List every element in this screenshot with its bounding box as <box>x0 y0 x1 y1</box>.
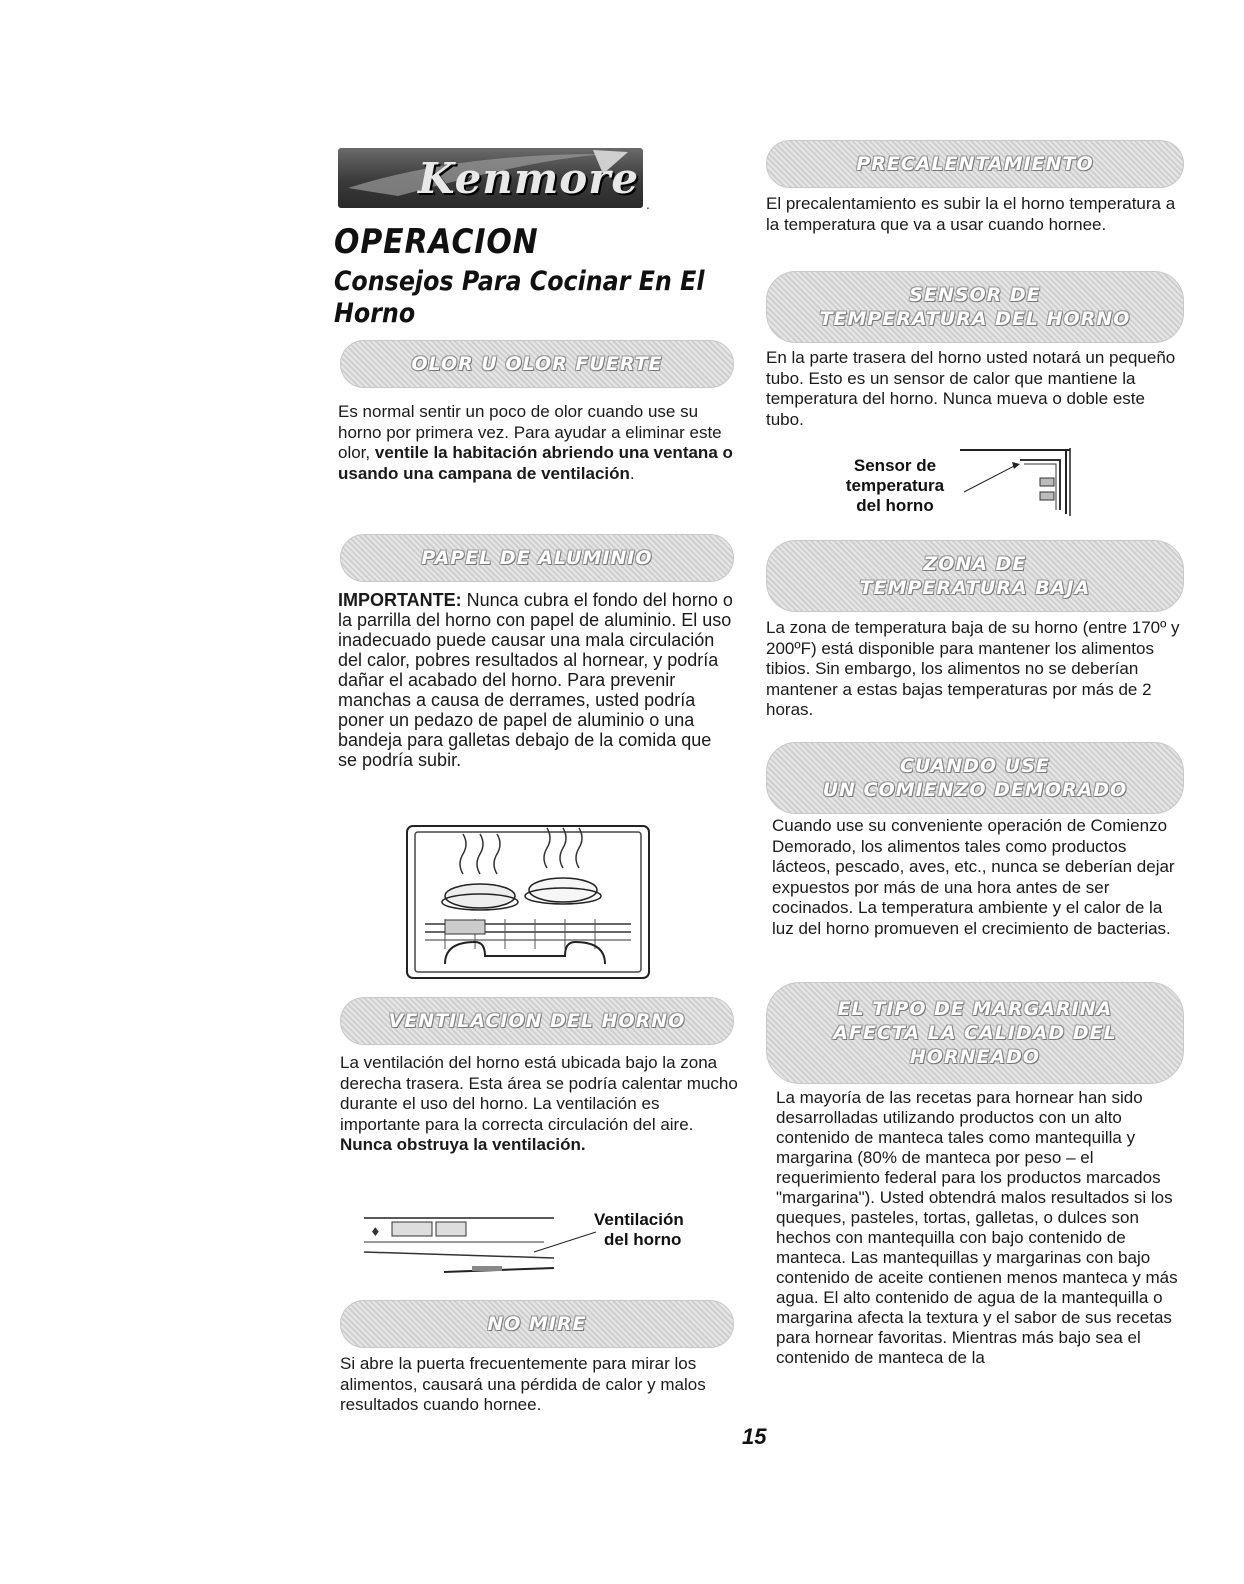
svg-text:♦: ♦ <box>370 1225 381 1239</box>
sensor-paragraph: En la parte trasera del horno usted notará un pequeño tubo. Esto es un sensor de calor que mantiene la temperatura del horno. Nunca mueva o doble este tubo. <box>766 348 1176 429</box>
sensor-caption: Sensor de temperatura del horno <box>845 456 945 515</box>
no-mire-paragraph: Si abre la puerta frecuentemente para mirar los alimentos, causará una pérdida de calor y malos resultados cuando hornee. <box>340 1354 706 1414</box>
logo-text: Kenmore <box>418 154 640 203</box>
heading-margarina: EL TIPO DE MARGARINA AFECTA LA CALIDAD DEL HORNEADO <box>766 982 1184 1084</box>
oven-rack-illustration <box>405 824 651 980</box>
heading-comienzo: CUANDO USE UN COMIENZO DEMORADO <box>766 742 1184 814</box>
kenmore-logo <box>338 148 643 208</box>
heading-papel: PAPEL DE ALUMINIO <box>340 534 734 582</box>
heading-precalentamiento: PRECALENTAMIENTO <box>766 140 1184 188</box>
margarina-paragraph: La mayoría de las recetas para hornear han sido desarrolladas utilizando productos con un alto contenido de manteca tales como mantequilla y margarina (80% de manteca por peso – el requerimiento federal para los productos marcados "margarina"). Usted obtendrá malos resultados si los queques, pasteles, tortas, galletas, o dulces son hechos con mantequilla con bajo contenido de manteca. Las mantequillas y margarinas con bajo contenido de aceite contienen menos manteca y más agua. El alto contenido de agua de la mantequilla o margarina afecta la textura y el sabor de sus recetas para hornear favoritas. Mientras más bajo sea el contenido de manteca de la <box>776 1088 1178 1367</box>
temperature-sensor-illustration <box>960 444 1075 518</box>
oven-vent-illustration <box>364 1212 624 1282</box>
heading-ventilacion: VENTILACION DEL HORNO <box>340 997 734 1045</box>
papel-paragraph: IMPORTANTE: Nunca cubra el fondo del horno o la parrilla del horno con papel de aluminio. El uso inadecuado puede causar una mala circulación del calor, pobres resultados al hornear, y podría dañar el acabado del horno. Para prevenir manchas a causa de derrames, usted podría poner un pedazo de papel de aluminio o una bandeja para galletas debajo de la comida que se podría subir. <box>338 590 733 770</box>
logo-trademark-dot: . <box>646 196 650 212</box>
page-number: 15 <box>742 1424 767 1449</box>
precalentamiento-paragraph: El precalentamiento es subir la el horno temperatura a la temperatura que va a usar cuando hornee. <box>766 194 1176 234</box>
comienzo-paragraph: Cuando use su conveniente operación de Comienzo Demorado, los alimentos tales como productos lácteos, pescado, aves, etc., nunca se deberían dejar expuestos por más de una hora antes de ser cocinados. La temperatura ambiente y el calor de la luz del horno promueven el crecimiento de bacterias. <box>772 816 1175 938</box>
page-subtitle: Consejos Para Cocinar En El Horno <box>334 266 705 329</box>
heading-zona: ZONA DE TEMPERATURA BAJA <box>766 540 1184 612</box>
heading-no-mire: NO MIRE <box>340 1300 734 1348</box>
zona-paragraph: La zona de temperatura baja de su horno (entre 170º y 200ºF) está disponible para mantener los alimentos tibios. Sin embargo, los alimentos no se deberían mantener a estas bajas temperaturas por más de 2 horas. <box>766 618 1180 719</box>
olor-paragraph: Es normal sentir un poco de olor cuando use su horno por primera vez. Para ayudar a eliminar este olor, ventile la habitación abriendo una ventana o usando una campana de ventilación. <box>338 402 733 483</box>
heading-olor: OLOR U OLOR FUERTE <box>340 340 734 388</box>
ventilacion-paragraph: La ventilación del horno está ubicada bajo la zona derecha trasera. Esta área se podría calentar mucho durante el uso del horno. La ventilación es importante para la correcta circulación del aire. Nunca obstruya la ventilación. <box>340 1053 738 1154</box>
heading-sensor: SENSOR DE TEMPERATURA DEL HORNO <box>766 271 1184 343</box>
page-title: OPERACION <box>334 222 539 262</box>
vent-caption: Ventilación del horno <box>594 1210 684 1249</box>
